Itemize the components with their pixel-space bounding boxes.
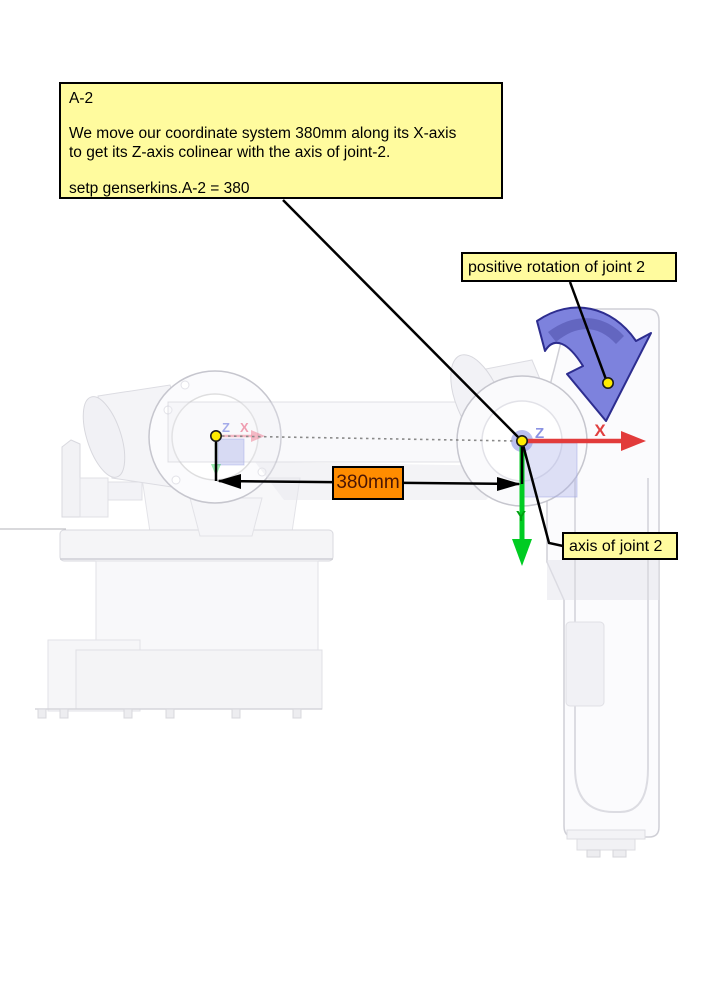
a2-note-command: setp genserkins.A-2 = 380 [69,180,250,197]
a2-note-line2: to get its Z-axis colinear with the axis of joint-2. [69,144,391,161]
marker-joint1-origin [211,431,221,441]
a2-note-box [59,82,503,199]
joint1-z-label: Z [222,420,230,435]
a2-note-line1: We move our coordinate system 380mm along its X-axis [69,125,457,142]
dimension-380mm-label: 380mm [332,466,404,500]
marker-joint2-origin [517,436,527,446]
marker-rotation-arrow [603,378,613,388]
positive-rotation-label: positive rotation of joint 2 [461,252,677,282]
axis-of-joint-label: axis of joint 2 [562,532,678,560]
joint2-z-label: Z [535,425,545,442]
joint2-x-label: X [594,421,606,440]
joint1-x-label: X [240,420,249,435]
a2-note-title: A-2 [69,90,94,107]
joint2-y-label: Y [515,508,527,525]
